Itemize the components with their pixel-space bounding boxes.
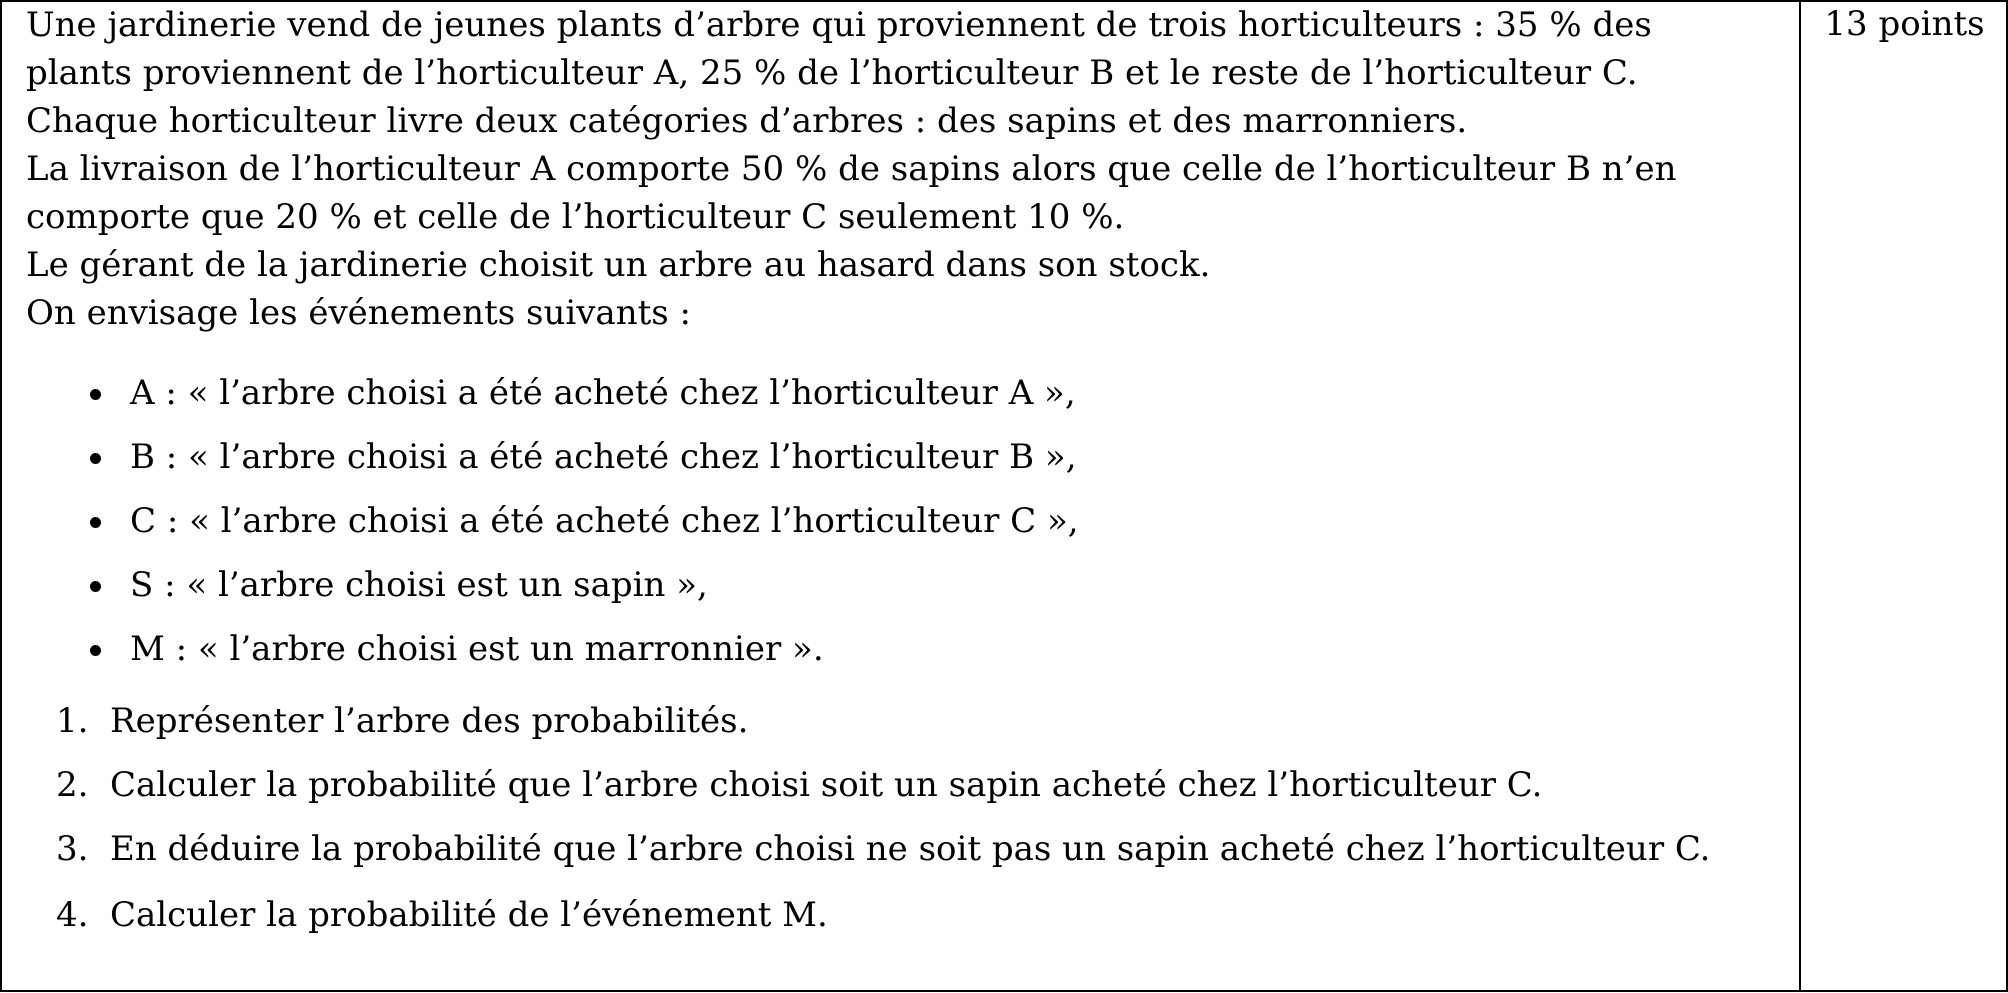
question-text: Calculer la probabilité que l’arbre choisi soit un sapin acheté chez l’horticulteur C. [110, 765, 1543, 805]
question-item [26, 761, 1786, 809]
intro-line: On envisage les événements suivants : [26, 293, 691, 333]
question-text: En déduire la probabilité que l’arbre choisi ne soit pas un sapin acheté chez l’horticulteur C. [110, 829, 1711, 869]
intro-line: La livraison de l’horticulteur A comporte 50 % de sapins alors que celle de l’horticulteur B n’en [26, 149, 1677, 189]
intro-line: Chaque horticulteur livre deux catégories d’arbres : des sapins et des marronniers. [26, 101, 1468, 141]
intro-line: comporte que 20 % et celle de l’horticulteur C seulement 10 %. [26, 197, 1125, 237]
event-text: A : « l’arbre choisi a été acheté chez l’horticulteur A », [130, 373, 1076, 413]
event-item [26, 369, 1786, 417]
intro-line: Le gérant de la jardinerie choisit un arbre au hasard dans son stock. [26, 245, 1211, 285]
bullet-icon [90, 453, 101, 464]
event-text: C : « l’arbre choisi a été acheté chez l’horticulteur C », [130, 501, 1079, 541]
event-text: M : « l’arbre choisi est un marronnier ». [130, 629, 824, 669]
question-number: 4. [56, 895, 89, 935]
event-text: B : « l’arbre choisi a été acheté chez l’horticulteur B », [130, 437, 1077, 477]
question-item [26, 825, 1786, 873]
intro-line: plants proviennent de l’horticulteur A, 25 % de l’horticulteur B et le reste de l’horticulteur C. [26, 53, 1638, 93]
question-item [26, 697, 1786, 745]
event-item [26, 497, 1786, 545]
event-item [26, 625, 1786, 673]
bullet-icon [90, 389, 101, 400]
bullet-icon [90, 517, 101, 528]
event-text: S : « l’arbre choisi est un sapin », [130, 565, 708, 605]
question-text: Représenter l’arbre des probabilités. [110, 701, 749, 741]
event-item [26, 433, 1786, 481]
question-number: 2. [56, 765, 89, 805]
intro-line: Une jardinerie vend de jeunes plants d’arbre qui proviennent de trois horticulteurs : 35 % des [26, 5, 1652, 45]
question-number: 3. [56, 829, 89, 869]
question-text: Calculer la probabilité de l’événement M. [110, 895, 828, 935]
question-number: 1. [56, 701, 89, 741]
bullet-icon [90, 645, 101, 656]
bullet-icon [90, 581, 101, 592]
question-item [26, 891, 1786, 939]
column-divider [1799, 0, 1801, 992]
event-item [26, 561, 1786, 609]
points-label: 13 points [1824, 4, 1985, 44]
